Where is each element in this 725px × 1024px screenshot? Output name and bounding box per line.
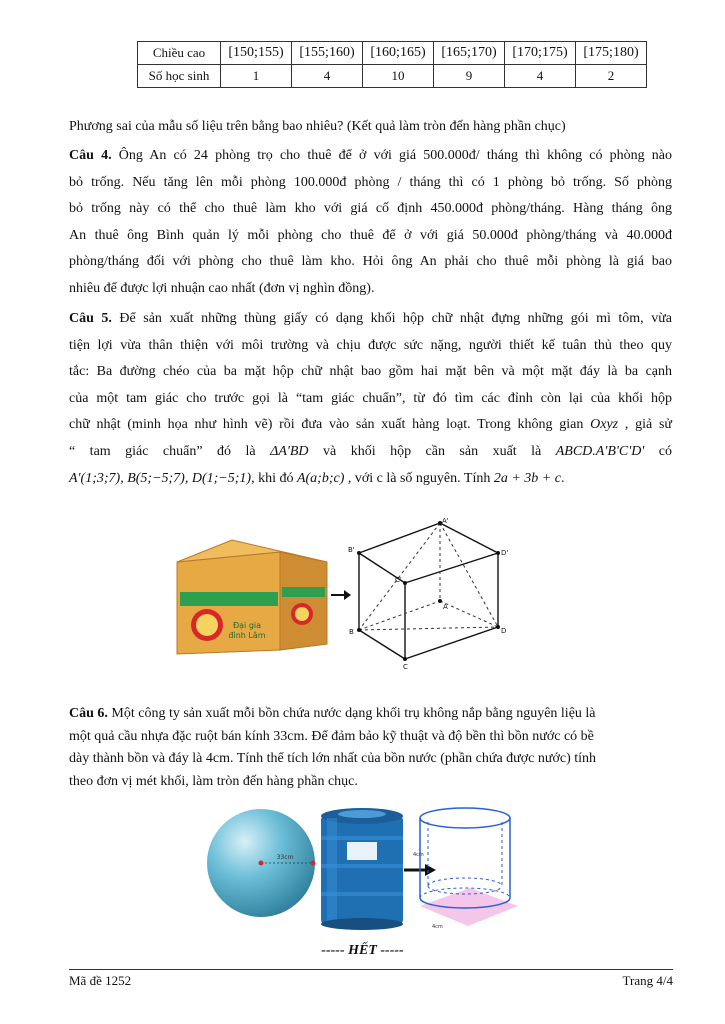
- vertex-label: D: [501, 627, 507, 635]
- question-6: Câu 6. Một công ty sản xuất mỗi bồn chứa nước dạng khối trụ không nắp bằng nguyên liệu là một quả cầu nhựa đặc ruột bán kính 33cm. Để đảm bảo kỹ thuật và độ bền thì bồn nước có bề dày thành bồn và đáy là 4cm. Tính thể tích lớn nhất của bồn nước (phần chứa được nước) tính theo đơn vị mét khối, làm tròn đến hàng phần chục.: [69, 706, 597, 789]
- question-label: Câu 6.: [69, 706, 108, 721]
- water-tank-image: [317, 806, 407, 931]
- carton-box-image: [172, 532, 332, 657]
- vertex-label: C: [403, 663, 408, 671]
- count-cell: 2: [576, 65, 647, 88]
- q3-question: Phương sai của mẫu số liệu trên bằng bao nhiêu? (Kết quả làm tròn đến hàng phần chục): [69, 119, 566, 134]
- count-cell: 4: [292, 65, 363, 88]
- question-label: Câu 5.: [69, 311, 112, 326]
- sphere-image: [205, 806, 317, 921]
- bottom-thickness-label: 4cm: [432, 924, 443, 930]
- vertex-label: D': [501, 549, 509, 557]
- count-cell: 4: [505, 65, 576, 88]
- count-cell: 1: [221, 65, 292, 88]
- footer-divider: [69, 969, 673, 970]
- count-cell: 9: [434, 65, 505, 88]
- table-row: [138, 65, 647, 88]
- interval-cell: [165;170): [434, 42, 505, 65]
- interval-cell: [150;155): [221, 42, 292, 65]
- exam-code: Mã đề 1252: [69, 973, 132, 988]
- end-marker: ----- HẾT -----: [321, 943, 404, 958]
- cylinder-diagram: [410, 806, 520, 936]
- vertex-label: B': [348, 546, 355, 554]
- table-row-label: Số học sinh: [138, 65, 221, 88]
- table-row: [138, 42, 647, 65]
- vertex-label: A: [443, 603, 448, 611]
- question-label: Câu 4.: [69, 148, 112, 163]
- question-4: Câu 4. Ông An có 24 phòng trọ cho thuê để ở với giá 500.000đ/ tháng thì không có phòng nào bỏ trống. Nếu tăng lên mỗi phòng 100.000đ phòng / tháng thì có 1 phòng bỏ trống. Số phòng bỏ trống này có thể cho thuê làm kho với giá cố định 450.000đ phòng/tháng. Hàng tháng ông An thuê ông Bình quản lý mỗi phòng cho thuê để ở với giá 50.000đ phòng/tháng và 40.000đ phòng/tháng đối với phòng cho thuê làm kho. Hỏi ông An phải cho thuê mỗi phòng là giá bao nhiêu để được lợi nhuận cao nhất (đơn vị nghìn đồng).: [69, 148, 672, 296]
- carton-text: Đại gia: [232, 621, 262, 630]
- vertex-label: C': [395, 576, 402, 584]
- vertex-label: B: [349, 628, 354, 636]
- count-cell: 10: [363, 65, 434, 88]
- frequency-table: [137, 41, 647, 88]
- interval-cell: [170;175): [505, 42, 576, 65]
- interval-cell: [175;180): [576, 42, 647, 65]
- sphere-radius-label: 33cm: [276, 854, 294, 861]
- wall-thickness-label: 4cm: [413, 852, 424, 858]
- interval-cell: [160;165): [363, 42, 434, 65]
- vertex-label: A': [442, 517, 449, 525]
- question-5: Câu 5. Để sản xuất những thùng giấy có dạng khối hộp chữ nhật đựng những gói mì tôm, vừa tiện lợi vừa thân thiện với môi trường và chịu được sức nặng, người thiết kế tuân thủ theo quy tắc: Ba đường chéo của ba mặt hộp chữ nhật bao gồm hai mặt bên và một mặt đáy là ba cạnh của một tam giác cho trước gọi là “tam giác chuẩn”, từ đó tìm các đỉnh còn lại của khối hộp chữ nhật (minh họa như hình vẽ) rồi đưa vào sản xuất hàng loạt. Trong không gian Oxyz , giả sử “ tam giác chuẩn” đó là ΔA'BD và khối hộp cần sản xuất là ABCD.A'B'C'D' có A'(1;3;7), B(5;−5;7), D(1;−5;1), khi đó A(a;b;c) , với c là số nguyên. Tính 2a + 3b + c.: [69, 311, 673, 486]
- carton-text: đình Lâm: [228, 631, 266, 640]
- box-diagram: [345, 515, 520, 675]
- page-number: Trang 4/4: [622, 973, 673, 988]
- interval-cell: [155;160): [292, 42, 363, 65]
- table-row-label: Chiều cao: [138, 42, 221, 65]
